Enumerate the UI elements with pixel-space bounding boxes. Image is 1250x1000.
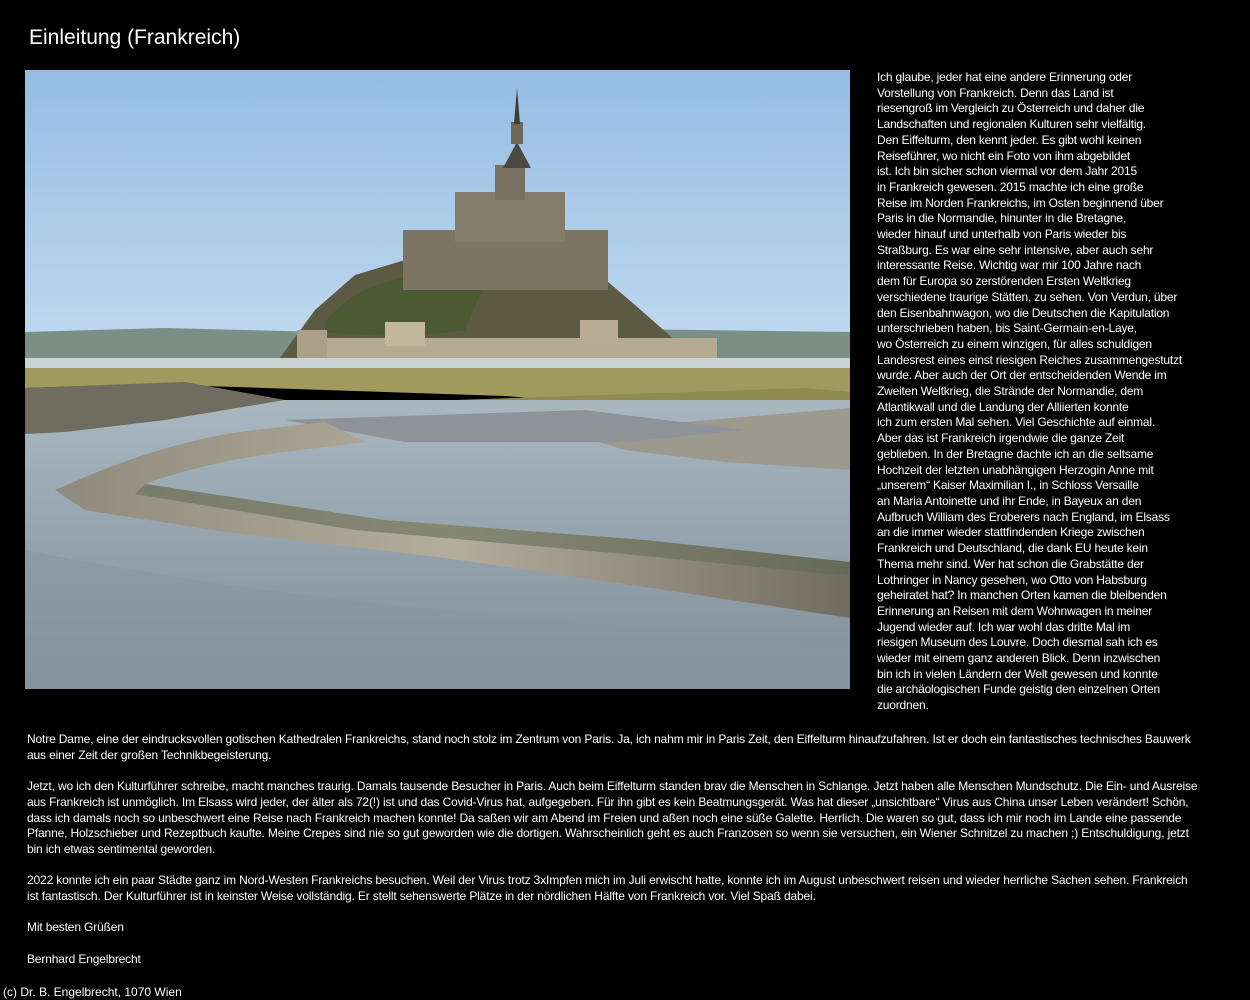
- building: [580, 320, 618, 344]
- side-text-line: an die immer wieder stattfindenden Kriege zwischen: [877, 525, 1145, 540]
- page-title: Einleitung (Frankreich): [29, 26, 241, 49]
- side-text-line: Hochzeit der letzten unabhängigen Herzogin Anne mit: [877, 462, 1154, 477]
- side-text-line: ich zum ersten Mal sehen. Viel Geschichte auf einmal.: [877, 415, 1155, 430]
- side-text-line: Atlantikwall und die Landung der Alliierten konnte: [877, 399, 1129, 414]
- intro-side-text: [877, 70, 1197, 714]
- side-text-line: geblieben. In der Bretagne dachte ich an die seltsame: [877, 446, 1154, 461]
- building: [385, 322, 425, 346]
- side-text-line: Den Eiffelturm, den kennt jeder. Es gibt wohl keinen: [877, 132, 1142, 147]
- side-text-line: Vorstellung von Frankreich. Denn das Land ist: [877, 85, 1114, 100]
- side-text-line: Straßburg. Es war eine sehr intensive, aber auch sehr: [877, 242, 1154, 257]
- body-text: [27, 732, 1202, 983]
- mont-saint-michel-photo: [25, 70, 850, 689]
- side-text-line: wieder mit einem ganz anderen Blick. Denn inzwischen: [877, 651, 1161, 666]
- side-text-line: zuordnen.: [877, 698, 929, 713]
- side-text-line: wurde. Aber auch der Ort der entscheidenden Wende im: [877, 368, 1167, 383]
- side-text-line: geheiratet hat? In manchen Orten kamen die bleibenden: [877, 588, 1167, 603]
- side-text-line: Landschaften und regionalen Kulturen sehr vielfältig.: [877, 117, 1146, 132]
- abbey-buttress: [495, 165, 525, 200]
- side-text-line: Ich glaube, jeder hat eine andere Erinnerung oder: [877, 70, 1133, 84]
- paragraph-covid: Jetzt, wo ich den Kulturführer schreibe, macht manches traurig. Damals tausende Besucher in Paris. Auch beim Eiffelturm standen brav die Menschen in Schlange. Jetzt haben alle Menschen Mundschutz. Die Ein- und Ausreise aus Frankreich ist unmöglich. Im Elsass wird jeder, der älter als 72(!) ist und das Covid-Virus hat, aufgegeben. Für ihn gibt es kein Beatmungsgerät. Was hat dieser „unsichtbare“ Virus aus China unser Leben verändert! Schön, dass ich damals noch so unbeschwert eine Reise nach Frankreich machen konnte! Da saßen wir am Abend im Freien und aßen noch eine süße Galette. Herrlich. Die waren so gut, dass ich mir noch im Lande eine passende Pfanne, Holzschieber und Rezeptbuch kaufte. Meine Crepes sind nie so gut geworden wie die dortigen. Wahrscheinlich geht es auch Franzosen so wenn sie versuchen, ein Wiener Schnitzel zu machen ;) Entschuldigung, jetzt bin ich etwas sentimental geworden.: [27, 779, 1198, 856]
- paragraph-2022: 2022 konnte ich ein paar Städte ganz im Nord-Westen Frankreichs besuchen. Weil der Virus trotz 3xImpfen mich im Juli erwischt hatte, konnte ich im August unbeschwert reisen und wieder herrliche Sachen sehen. Frankreich ist fantastisch. Der Kulturführer ist in keinster Weise vollständig. Er stellt sehenswerte Plätze in der nördlichen Hälfte von Frankreich vor. Viel Spaß dabei.: [27, 873, 1188, 903]
- side-text-line: Landesrest eines einst riesigen Reiches zusammengestutzt: [877, 352, 1182, 367]
- side-text-line: Reiseführer, wo nicht ein Foto von ihm abgebildet: [877, 148, 1131, 163]
- side-text-line: ist. Ich bin sicher schon viermal vor dem Jahr 2015: [877, 164, 1137, 179]
- side-text-line: Reise im Norden Frankreichs, im Osten beginnend über: [877, 195, 1164, 210]
- side-text-line: Thema mehr sind. Wer hat schon die Grabstätte der: [877, 556, 1144, 571]
- side-text-line: bin ich in vielen Ländern der Welt gewesen und konnte: [877, 666, 1158, 681]
- side-text-line: Frankreich und Deutschland, die dank EU heute kein: [877, 541, 1148, 556]
- side-text-line: wieder hinauf und unterhalb von Paris wieder bis: [877, 227, 1127, 242]
- tower-left: [297, 330, 327, 362]
- side-text-line: den Eisenbahnwagon, wo die Deutschen die Kapitulation: [877, 305, 1170, 320]
- side-text-line: Zweiten Weltkrieg, die Strände der Normandie, dem: [877, 384, 1144, 399]
- side-text-line: Jugend wieder auf. Ich war wohl das dritte Mal im: [877, 619, 1130, 634]
- side-text-line: riesengroß im Vergleich zu Österreich und daher die: [877, 101, 1145, 116]
- side-text-line: Erinnerung an Reisen mit dem Wohnwagen in meiner: [877, 603, 1152, 618]
- side-text-line: Aber das ist Frankreich irgendwie die ganze Zeit: [877, 431, 1125, 446]
- side-text-line: Paris in die Normandie, hinunter in die Bretagne,: [877, 211, 1127, 226]
- side-text-line: an Maria Antoinette und ihr Ende, in Bayeux an den: [877, 493, 1142, 508]
- author-signature: Bernhard Engelbrecht: [27, 951, 141, 966]
- side-text-line: unterschrieben haben, bis Saint-Germain-en-Laye,: [877, 321, 1137, 336]
- side-text-line: die archäologischen Funde geistig den einzelnen Orten: [877, 682, 1160, 697]
- closing-greeting: Mit besten Grüßen: [27, 920, 124, 935]
- side-text-line: „unserem“ Kaiser Maximilian I., in Schloss Versaille: [877, 478, 1139, 493]
- paragraph-notre-dame: Notre Dame, eine der eindrucksvollen gotischen Kathedralen Frankreichs, stand noch stolz im Zentrum von Paris. Ja, ich nahm mir in Paris Zeit, den Eiffelturm hinaufzufahren. Ist er doch ein fantastisches technisches Bauwerk aus einer Zeit der großen Technikbegeisterung.: [27, 732, 1191, 762]
- side-text-line: wo Österreich zu einem winzigen, für alles schuldigen: [877, 336, 1152, 351]
- side-text-line: Lothringer in Nancy gesehen, wo Otto von Habsburg: [877, 572, 1147, 587]
- side-text-line: in Frankreich gewesen. 2015 machte ich eine große: [877, 179, 1144, 194]
- copyright-notice: (c) Dr. B. Engelbrecht, 1070 Wien: [3, 985, 182, 999]
- side-text-line: dem für Europa so zerstörenden Ersten Weltkrieg: [877, 274, 1131, 289]
- side-text-line: riesigen Museum des Louvre. Doch diesmal sah ich es: [877, 635, 1158, 650]
- side-text-line: verschiedene traurige Stätten, zu sehen. Von Verdun, über: [877, 289, 1178, 304]
- side-text-line: Aufbruch William des Eroberers nach England, im Elsass: [877, 509, 1170, 524]
- side-text-line: interessante Reise. Wichtig war mir 100 Jahre nach: [877, 258, 1142, 273]
- spire-base: [511, 122, 523, 144]
